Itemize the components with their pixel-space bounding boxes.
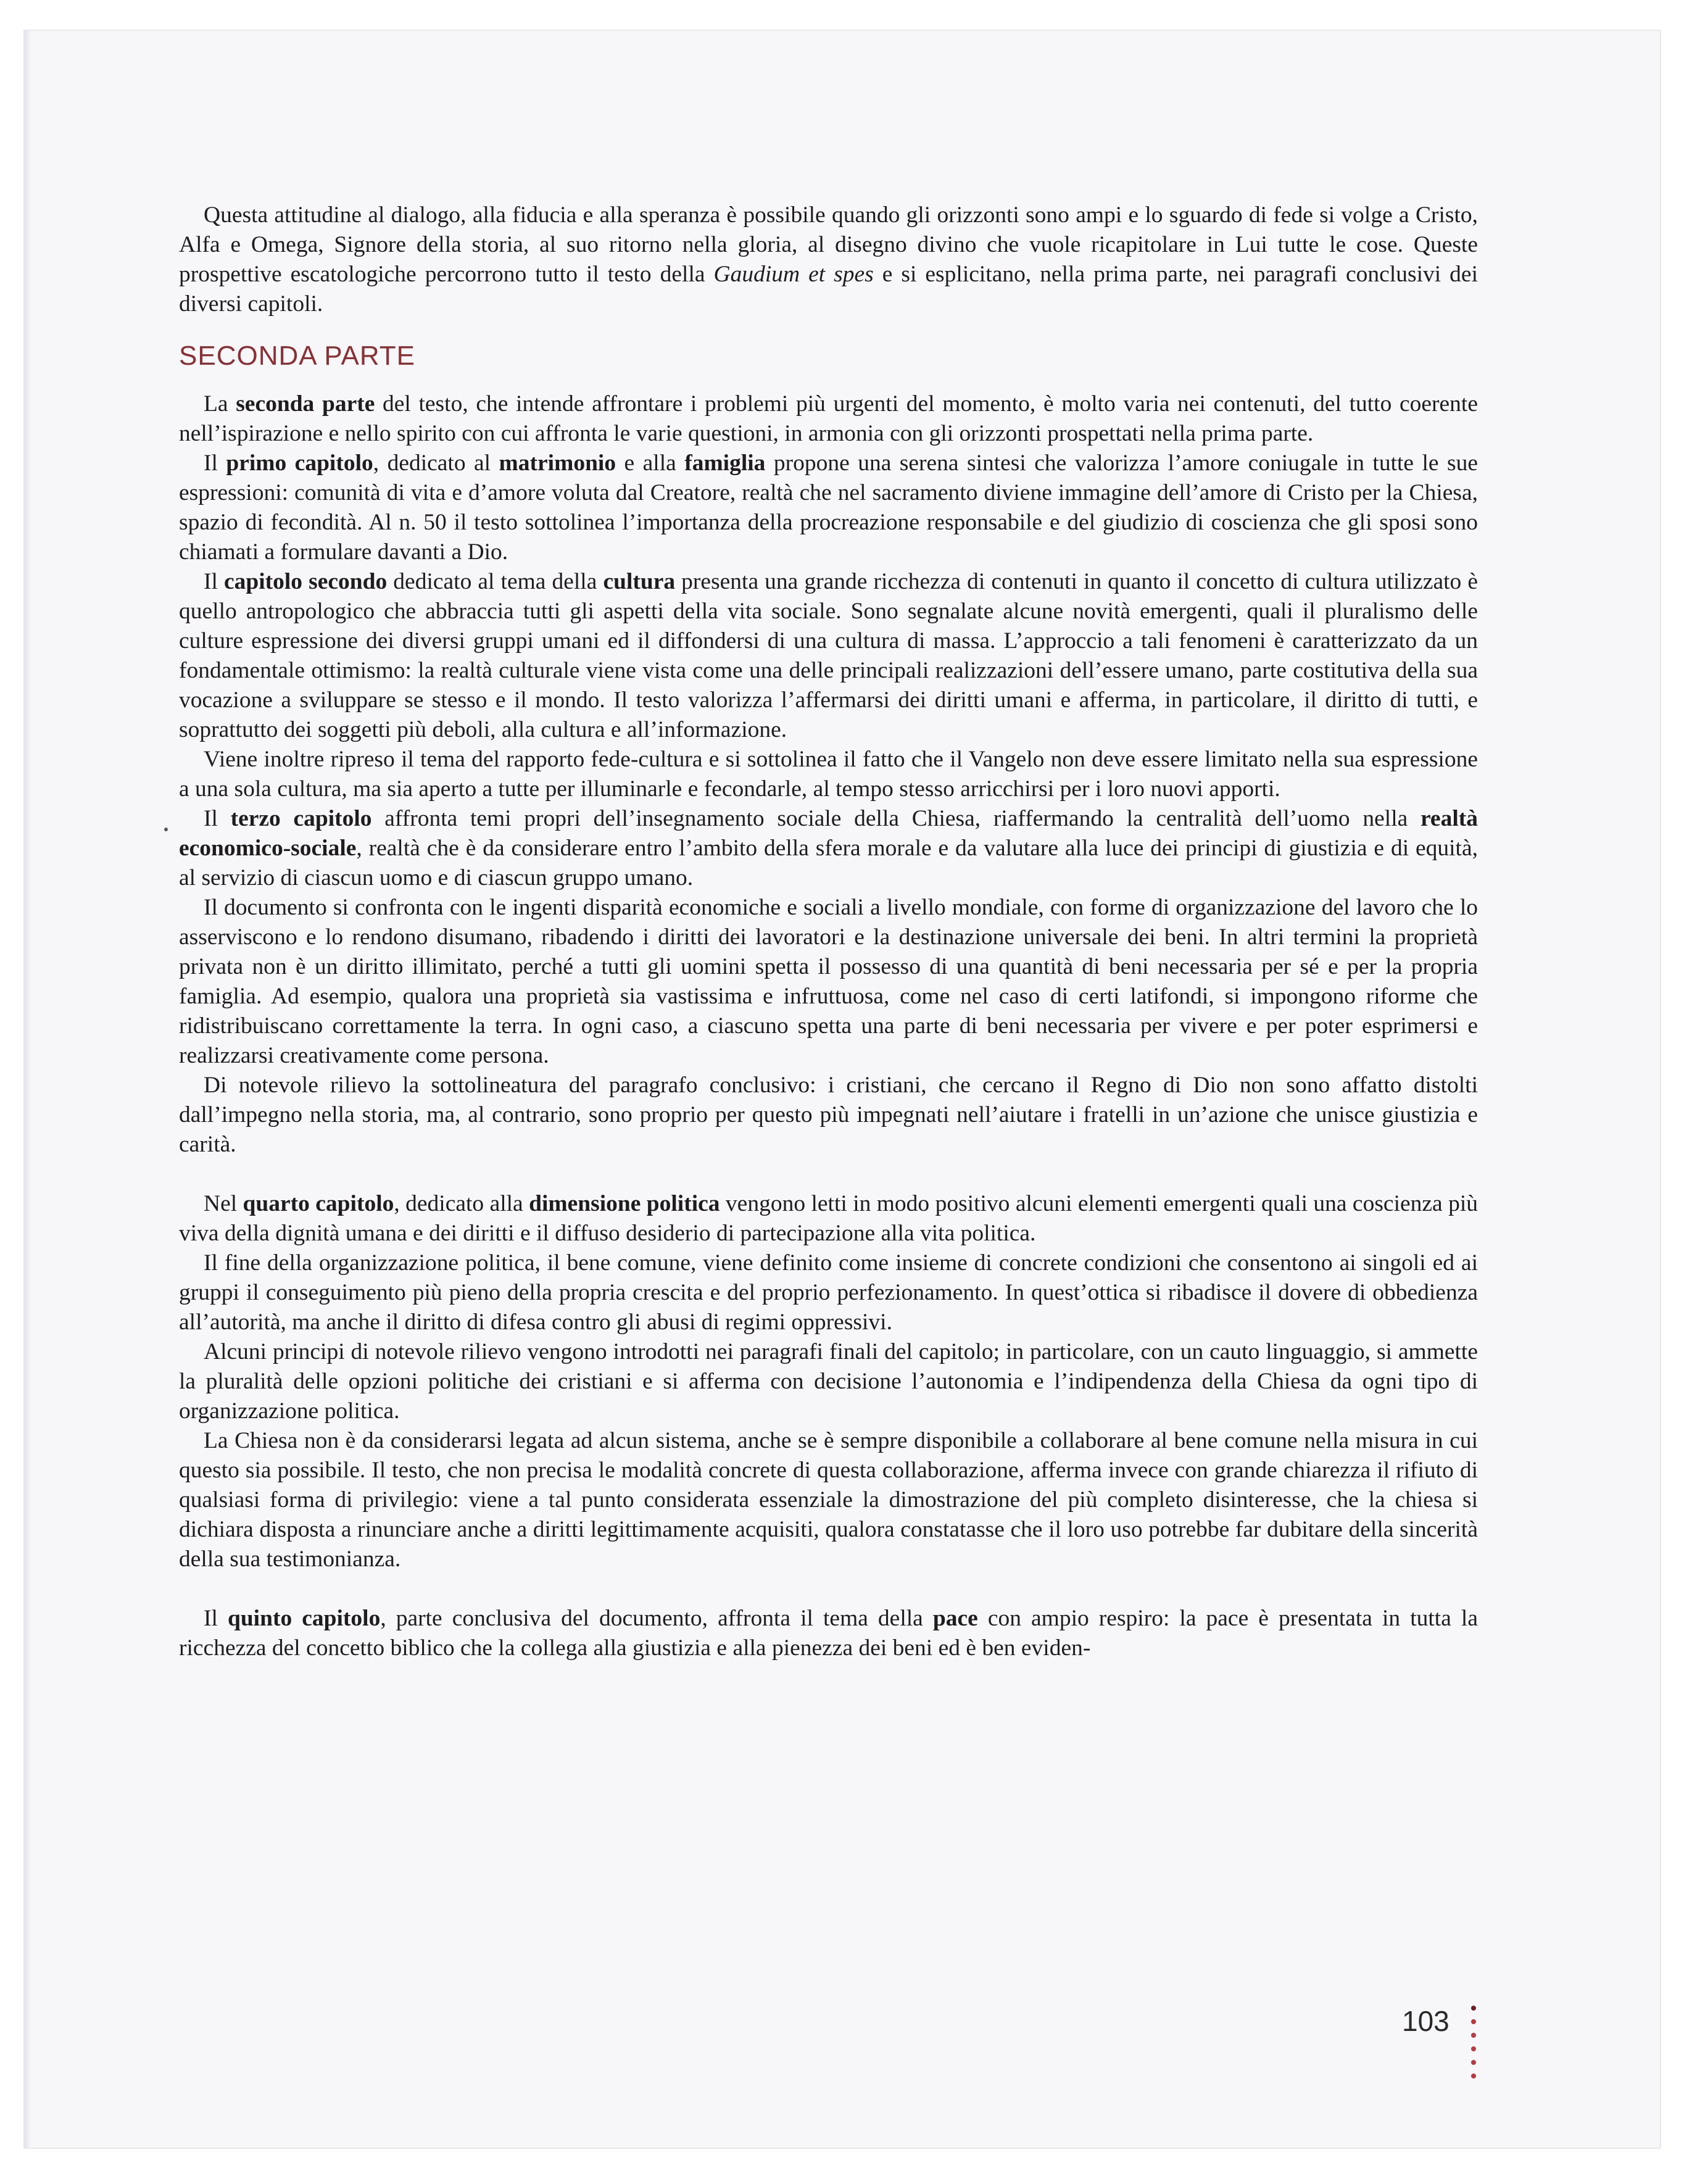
- body-text: [179, 201, 1478, 1663]
- paragraph-fede-cultura: Viene inoltre ripreso il tema del rapporto fede-cultura e si sottolinea il fatto che il Vangelo non deve essere limitato nella sua espressione a una sola cultura, ma sia aperto a tutte per illuminarle e fecondarle, al tempo stesso arricchirsi per i loro nuovi apporti.: [179, 747, 1478, 802]
- margin-mark: [164, 828, 168, 831]
- paragraph-seconda-parte: La seconda parte del testo, che intende affrontare i problemi più urgenti del momento, è molto varia nei contenuti, del tutto coerente nell’ispirazione e nello spirito con cui affronta le varie questioni, in armonia con gli orizzonti prospettati nella prima parte.: [179, 391, 1478, 446]
- document-title-italic: Gaudium et spes: [713, 262, 874, 287]
- paragraph-fine-politica: Il fine della organizzazione politica, il bene comune, viene definito come insieme di concrete condizioni che consentono ai singoli ed ai gruppi il conseguimento più pieno della propria crescita e del proprio perfezionamento. In quest’ottica si ribadisce il dovere di obbedienza all’autorità, ma anche il diritto di difesa contro gli abusi di regimi oppressivi.: [179, 1250, 1478, 1335]
- intro-paragraph: Questa attitudine al dialogo, alla fiducia e alla speranza è possibile quando gli orizzonti sono ampi e lo sguardo di fede si volge a Cristo, Alfa e Omega, Signore della storia, al suo ritorno nella gloria, al disegno divino che vuole ricapitolare in Lui tutte le cose. Queste prospettive escatologiche percorrono tutto il testo della Gaudium et spes e si esplicitano, nella prima parte, nei paragrafi conclusivi dei diversi capitoli.: [179, 202, 1478, 317]
- paragraph-principi: Alcuni principi di notevole rilievo vengono introdotti nei paragrafi finali del capitolo; in particolare, con un cauto linguaggio, si ammette la pluralità delle opzioni politiche dei cristiani e si afferma con decisione l’autonomia e l’indipendenza della Chiesa da ogni tipo di organizzazione politica.: [179, 1339, 1478, 1424]
- page-number: 103: [1402, 2005, 1449, 2037]
- page-binding-shadow: [25, 31, 31, 2148]
- page-number-dots-decoration: [1471, 2006, 1477, 2087]
- paragraph-quinto-capitolo: Il quinto capitolo, parte conclusiva del documento, affronta il tema della pace con ampio respiro: la pace è presentata in tutta la ricchezza del concetto biblico che la collega alla giustizia e alla pienezza dei beni ed è ben eviden-: [179, 1606, 1478, 1661]
- section-heading: SECONDA PARTE: [179, 341, 416, 371]
- paragraph-documento: Il documento si confronta con le ingenti disparità economiche e sociali a livello mondiale, con forme di organizzazione del lavoro che lo asserviscono e lo rendono disumano, ribadendo i diritti dei lavoratori e la destinazione universale dei beni. In altri termini la proprietà privata non è un diritto illimitato, perché a tutti gli uomini spetta il possesso di una quantità di beni necessaria per sé e per la propria famiglia. Ad esempio, qualora una proprietà sia vastissima e infruttuosa, come nel caso di certi latifondi, si impongono riforme che ridistribuiscano correttamente la terra. In ogni caso, a ciascuno spetta una parte di beni necessaria per vivere e per poter esprimersi e realizzarsi creativamente come persona.: [179, 895, 1478, 1068]
- paragraph-capitolo-secondo: Il capitolo secondo dedicato al tema della cultura presenta una grande ricchezza di contenuti in quanto il concetto di cultura utilizzato è quello antropologico che abbraccia tutti gli aspetti della vita sociale. Sono segnalate alcune novità emergenti, quali il pluralismo delle culture espressione dei diversi gruppi umani ed il diffondersi di una cultura di massa. L’approccio a tali fenomeni è caratterizzato da un fondamentale ottimismo: la realtà culturale viene vista come una delle principali realizzazioni dell’essere umano, parte costitutiva della sua vocazione a sviluppare se stesso e il mondo. Il testo valorizza l’affermarsi dei diritti umani e afferma, in particolare, il diritto di tutti, e soprattutto dei soggetti più deboli, alla cultura e all’informazione.: [179, 569, 1478, 742]
- paragraph-terzo-capitolo: Il terzo capitolo affronta temi propri dell’insegnamento sociale della Chiesa, riaffermando la centralità dell’uomo nella realtà economico-sociale, realtà che è da considerare entro l’ambito della sfera morale e da valutare alla luce dei principi di giustizia e di equità, al servizio di ciascun uomo e di ciascun gruppo umano.: [179, 806, 1478, 891]
- paragraph-rilievo: Di notevole rilievo la sottolineatura del paragrafo conclusivo: i cristiani, che cercano il Regno di Dio non sono affatto distolti dall’impegno nella storia, ma, al contrario, sono proprio per questo più impegnati nell’aiutare i fratelli in un’azione che unisce giustizia e carità.: [179, 1073, 1478, 1157]
- paragraph-chiesa: La Chiesa non è da considerarsi legata ad alcun sistema, anche se è sempre disponibile a collaborare al bene comune nella misura in cui questo sia possibile. Il testo, che non precisa le modalità concrete di questa collaborazione, afferma invece con grande chiarezza il rifiuto di qualsiasi forma di privilegio: viene a tal punto considerata essenziale la dimostrazione del più completo disinteresse, che la chiesa si dichiara disposta a rinunciare anche a diritti legittimamente acquisiti, qualora constatasse che il loro uso potrebbe far dubitare della sincerità della sua testimonianza.: [179, 1428, 1478, 1572]
- paragraph-quarto-capitolo: Nel quarto capitolo, dedicato alla dimensione politica vengono letti in modo positivo alcuni elementi emergenti quali una coscienza più viva della dignità umana e dei diritti e il diffuso desiderio di partecipazione alla vita politica.: [179, 1191, 1478, 1246]
- paragraph-primo-capitolo: Il primo capitolo, dedicato al matrimonio e alla famiglia propone una serena sintesi che valorizza l’amore coniugale in tutte le sue espressioni: comunità di vita e d’amore voluta dal Creatore, realtà che nel sacramento diviene immagine dell’amore di Cristo per la Chiesa, spazio di fecondità. Al n. 50 il testo sottolinea l’importanza della procreazione responsabile e del giudizio di coscienza che gli sposi sono chiamati a formulare davanti a Dio.: [179, 451, 1478, 565]
